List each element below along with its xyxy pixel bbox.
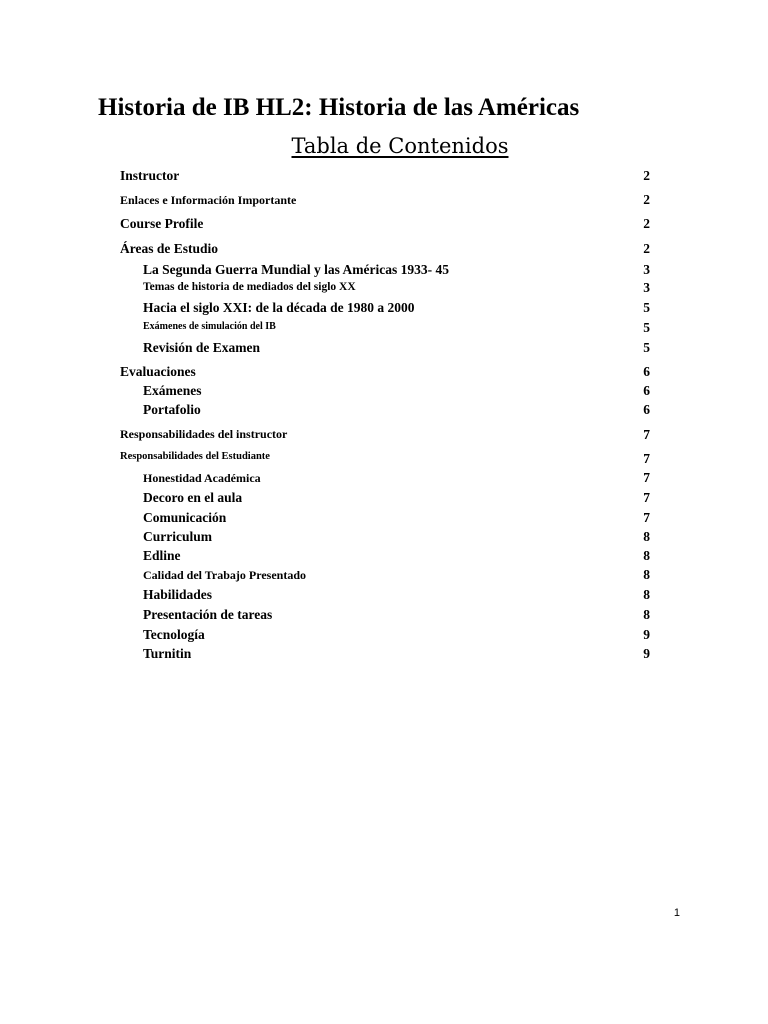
toc-page-number[interactable]: 8	[643, 607, 650, 622]
toc-entry-areas-de-estudio[interactable]: Áreas de Estudio	[120, 241, 219, 256]
toc-page-number[interactable]: 5	[643, 320, 650, 335]
toc-page-number[interactable]: 8	[643, 587, 650, 602]
toc-page-number[interactable]: 7	[643, 427, 650, 442]
toc-page-number[interactable]: 6	[643, 364, 650, 379]
toc-page-number[interactable]: 3	[643, 280, 650, 295]
toc-entry-evaluaciones[interactable]: Evaluaciones	[120, 364, 196, 379]
toc-heading-text: Tabla de Contenidos	[291, 134, 509, 158]
toc-entry-turnitin[interactable]: Turnitin	[143, 646, 192, 661]
toc-page-number[interactable]: 5	[643, 340, 650, 355]
toc-page-number[interactable]: 8	[643, 567, 650, 582]
toc-entry-segunda-guerra[interactable]: La Segunda Guerra Mundial y las Américas 1933- 45	[143, 262, 450, 277]
toc-page-number[interactable]: 8	[643, 548, 650, 563]
toc-heading	[0, 134, 768, 158]
toc-page-number[interactable]: 7	[643, 490, 650, 505]
toc-page-number[interactable]: 9	[643, 627, 650, 642]
toc-entry-resp-estudiante[interactable]: Responsabilidades del Estudiante	[120, 451, 270, 462]
toc-page-number[interactable]: 8	[643, 529, 650, 544]
toc-entry-examenes[interactable]: Exámenes	[143, 383, 202, 398]
toc-entry-course-profile[interactable]: Course Profile	[120, 216, 204, 231]
toc-page-number[interactable]: 9	[643, 646, 650, 661]
toc-page-number[interactable]: 7	[643, 470, 650, 485]
toc-entry-honestidad[interactable]: Honestidad Académica	[143, 471, 261, 485]
toc-page-number[interactable]: 7	[643, 510, 650, 525]
toc-entry-presentacion-tareas[interactable]: Presentación de tareas	[143, 607, 273, 622]
toc-page-number[interactable]: 7	[643, 451, 650, 466]
toc-page-number[interactable]: 6	[643, 383, 650, 398]
toc-entry-temas-siglo-xx[interactable]: Temas de historia de mediados del siglo XX	[143, 281, 356, 293]
toc-entry-instructor[interactable]: Instructor	[120, 168, 180, 183]
toc-entry-habilidades[interactable]: Habilidades	[143, 587, 213, 602]
toc-entry-examenes-simulacion[interactable]: Exámenes de simulación del IB	[143, 321, 276, 332]
toc-entry-comunicacion[interactable]: Comunicación	[143, 510, 227, 525]
toc-entry-calidad-trabajo[interactable]: Calidad del Trabajo Presentado	[143, 568, 307, 582]
toc-page-number[interactable]: 2	[643, 192, 650, 207]
toc-entry-tecnologia[interactable]: Tecnología	[143, 627, 205, 642]
toc-page-number[interactable]: 5	[643, 300, 650, 315]
page-number: 1	[673, 907, 680, 919]
toc-entry-siglo-xxi[interactable]: Hacia el siglo XXI: de la década de 1980 a 2000	[143, 300, 415, 315]
toc-page-number[interactable]: 6	[643, 402, 650, 417]
toc-entry-resp-instructor[interactable]: Responsabilidades del instructor	[120, 427, 288, 441]
toc-entry-enlaces[interactable]: Enlaces e Información Importante	[120, 193, 297, 207]
toc-entry-decoro[interactable]: Decoro en el aula	[143, 490, 243, 505]
toc-page-number[interactable]: 2	[643, 216, 650, 231]
toc-page-number[interactable]: 2	[643, 241, 650, 256]
toc-entry-portafolio[interactable]: Portafolio	[143, 402, 201, 417]
toc-page-number[interactable]: 2	[643, 168, 650, 183]
toc-entry-edline[interactable]: Edline	[143, 548, 181, 563]
toc-entry-curriculum[interactable]: Curriculum	[143, 529, 212, 544]
document-title: Historia de IB HL2: Historia de las Américas	[98, 94, 580, 121]
toc-entry-revision-examen[interactable]: Revisión de Examen	[143, 340, 261, 355]
toc-page-number[interactable]: 3	[643, 262, 650, 277]
